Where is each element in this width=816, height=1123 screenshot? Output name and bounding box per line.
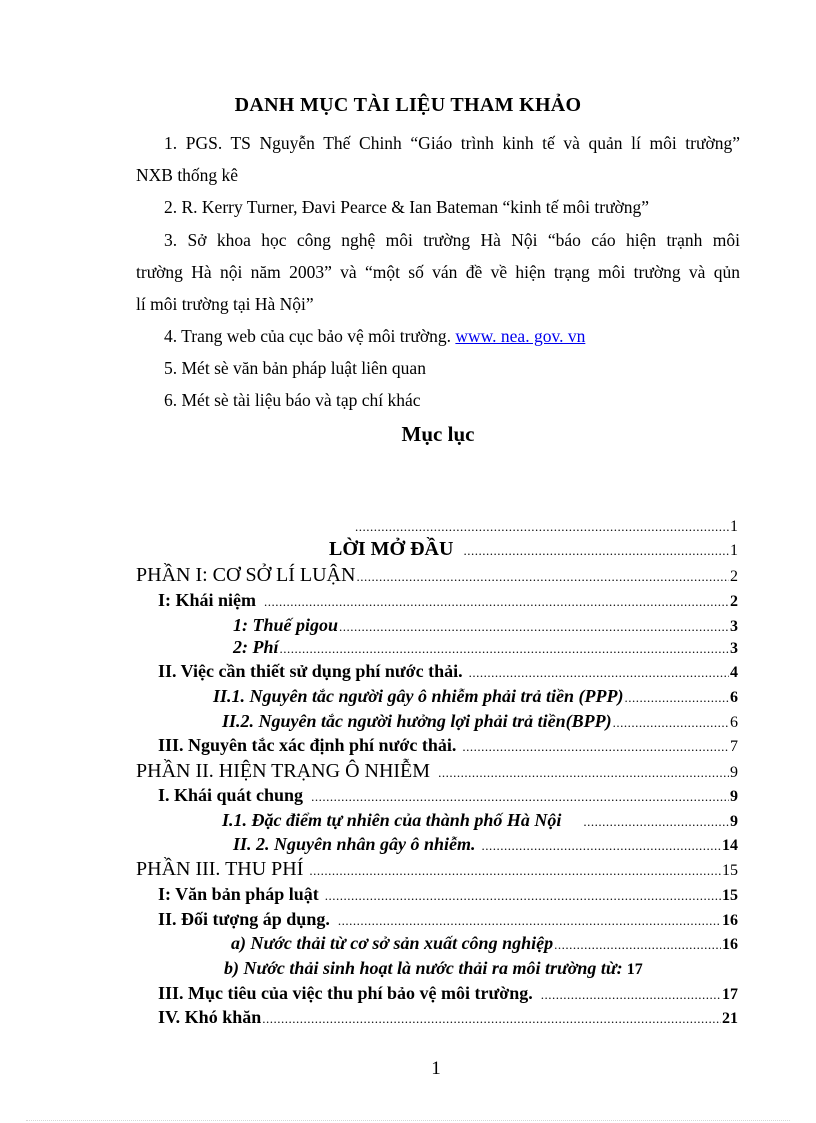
page-number: 1: [431, 1058, 441, 1079]
toc-entry[interactable]: IV. Khó khăn ..... 21: [158, 1007, 738, 1028]
toc-entry[interactable]: I. Khái quát chung ..... 9: [158, 785, 738, 806]
toc-entry[interactable]: 1: Thuế pigou ..... 3: [233, 615, 738, 636]
toc-entry[interactable]: 2: Phí ..... 3: [233, 637, 738, 658]
reference-item-5: 5. Mét sè văn bản pháp luật liên quan: [164, 358, 426, 378]
toc-entry[interactable]: I.1. Đặc điểm tự nhiên của thành phố Hà Nội ..... 9: [222, 810, 738, 831]
toc-entry[interactable]: PHẦN II. HIỆN TRẠNG Ô NHIỄM ..... 9: [136, 760, 738, 783]
toc-entry[interactable]: III. Mục tiêu của việc thu phí bảo vệ môi trường. ..... 17: [158, 983, 738, 1004]
toc-entry[interactable]: II. 2. Nguyên nhân gây ô nhiễm. ..... 14: [233, 834, 738, 855]
toc-entry[interactable]: II.1. Nguyên tắc người gây ô nhiễm phải trả tiền (PPP) ..... 6: [213, 686, 738, 707]
page-bottom-divider: [26, 1120, 790, 1121]
reference-item-6: 6. Mét sè tài liệu báo và tạp chí khác: [164, 390, 421, 410]
toc-entry[interactable]: ..... 1: [354, 514, 738, 537]
toc-entry[interactable]: I: Khái niệm ..... 2: [158, 590, 738, 611]
toc-entry[interactable]: I: Văn bản pháp luật ..... 15: [158, 884, 738, 905]
reference-item-3: 3. Sở khoa học công nghệ môi trường Hà Nội “báo cáo hiện trạnh môi trường Hà nội năm 2003” và “một số ván đề về hiện trạng môi trường và qủn lí môi trường tại Hà Nội”: [136, 230, 740, 314]
toc-entry[interactable]: II. Đối tượng áp dụng. ..... 16: [158, 909, 738, 930]
toc-entry[interactable]: II.2. Nguyên tắc người hưởng lợi phải trả tiền(BPP) ..... 6: [222, 711, 738, 732]
references-title: DANH MỤC TÀI LIỆU THAM KHẢO: [234, 94, 582, 116]
toc-entry[interactable]: b) Nước thải sinh hoạt là nước thải ra môi trường từ: 17: [224, 958, 643, 978]
reference-item-4: 4. Trang web của cục bảo vệ môi trường. www. nea. gov. vn: [164, 326, 586, 346]
toc-entry[interactable]: PHẦN I: CƠ SỞ LÍ LUẬN ..... 2: [136, 564, 738, 587]
toc-entry[interactable]: a) Nước thải từ cơ sở sản xuất công nghiệp ..... 16: [231, 933, 738, 954]
toc-entry[interactable]: II. Việc cần thiết sử dụng phí nước thải. ..... 4: [158, 661, 738, 682]
toc-entry[interactable]: III. Nguyên tắc xác định phí nước thải. ..... 7: [158, 735, 738, 756]
reference-item-1: 1. PGS. TS Nguyễn Thế Chinh “Giáo trình kinh tế và quản lí môi trường” NXB thống kê: [136, 133, 740, 185]
toc-entry[interactable]: LỜI MỞ ĐẦU ..... 1: [329, 538, 738, 561]
toc-entry[interactable]: PHẦN III. THU PHÍ ..... 15: [136, 858, 738, 881]
reference-item-2: 2. R. Kerry Turner, Đavi Pearce & Ian Bateman “kinh tế môi trường”: [164, 197, 650, 217]
toc-title: Mục lục: [401, 422, 475, 446]
reference-link[interactable]: www. nea. gov. vn: [455, 326, 586, 346]
